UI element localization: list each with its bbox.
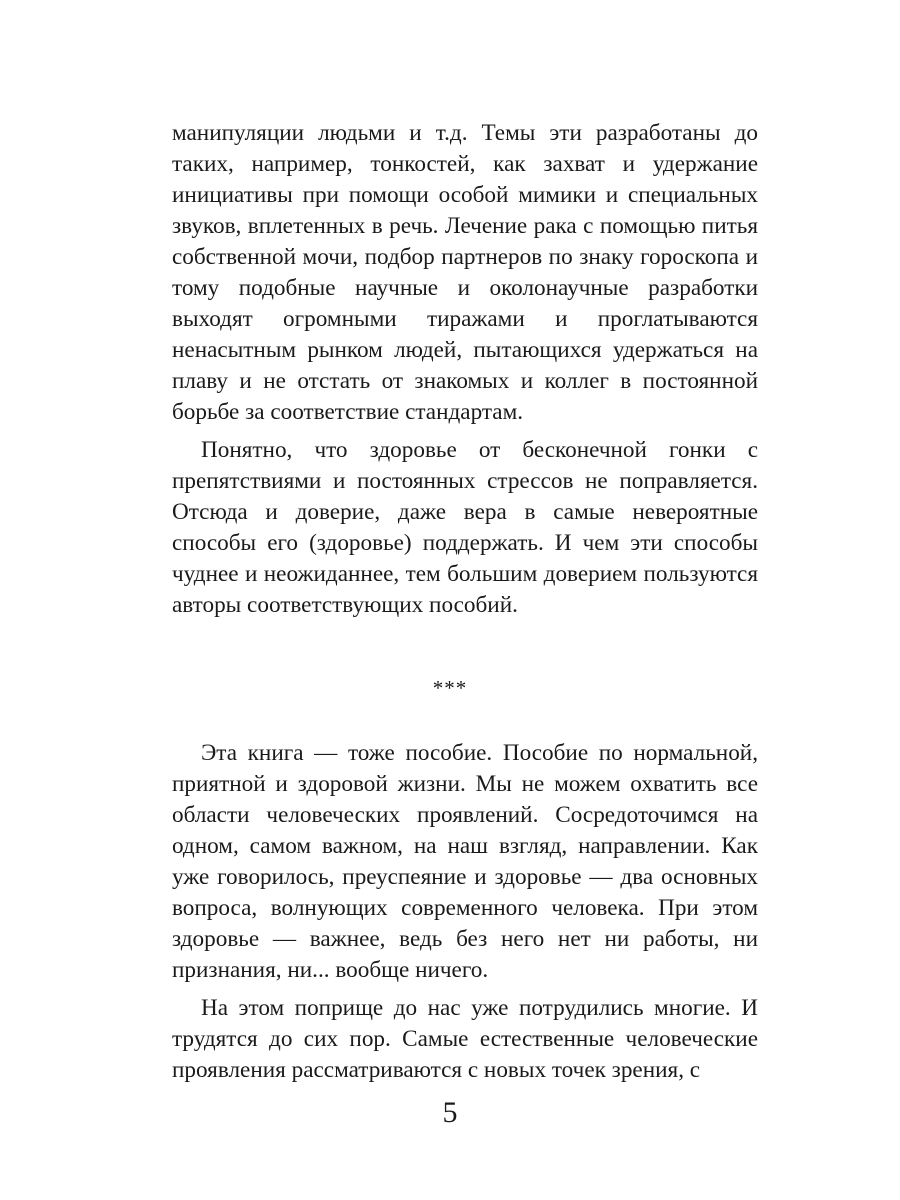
- paragraph: Понятно, что здоровье от бесконечной гонки с препятствиями и постоянных стрессов не поправляется. Отсюда и доверие, даже вера в самые невероятные способы его (здоровье) поддержать. И чем эти способы чуднее и неожиданнее, тем большим доверием пользуются авторы соответствующих пособий.: [172, 437, 758, 618]
- text-section-2: [172, 738, 758, 1086]
- paragraph: На этом поприще до нас уже потрудились многие. И трудятся до сих пор. Самые естественные человеческие проявления рассматриваются с новых точек зрения, с: [172, 995, 758, 1083]
- page-number: 5: [442, 1096, 458, 1129]
- text-section-1: [172, 118, 758, 621]
- paragraph: Эта книга — тоже пособие. Пособие по нормальной, приятной и здоровой жизни. Мы не можем охватить все области человеческих проявлений. Сосредоточимся на одном, самом важном, на наш взгляд, направлении. Как уже говорилось, преуспеяние и здоровье — два основных вопроса, волнующих современного человека. При этом здоровье — важнее, ведь без него нет ни работы, ни признания, ни... вообще ничего.: [172, 740, 758, 983]
- section-separator: ***: [432, 676, 468, 700]
- paragraph-continued: манипуляции людьми и т.д. Темы эти разработаны до таких, например, тонкостей, как захват и удержание инициативы при помощи особой мимики и специальных звуков, вплетенных в речь. Лечение рака с помощью питья собственной мочи, подбор партнеров по знаку гороскопа и тому подобные научные и околонаучные разработки выходят огромными тиражами и проглатываются ненасытным рынком людей, пытающихся удержаться на плаву и не отстать от знакомых и коллег в постоянной борьбе за соответствие стандартам.: [172, 120, 758, 425]
